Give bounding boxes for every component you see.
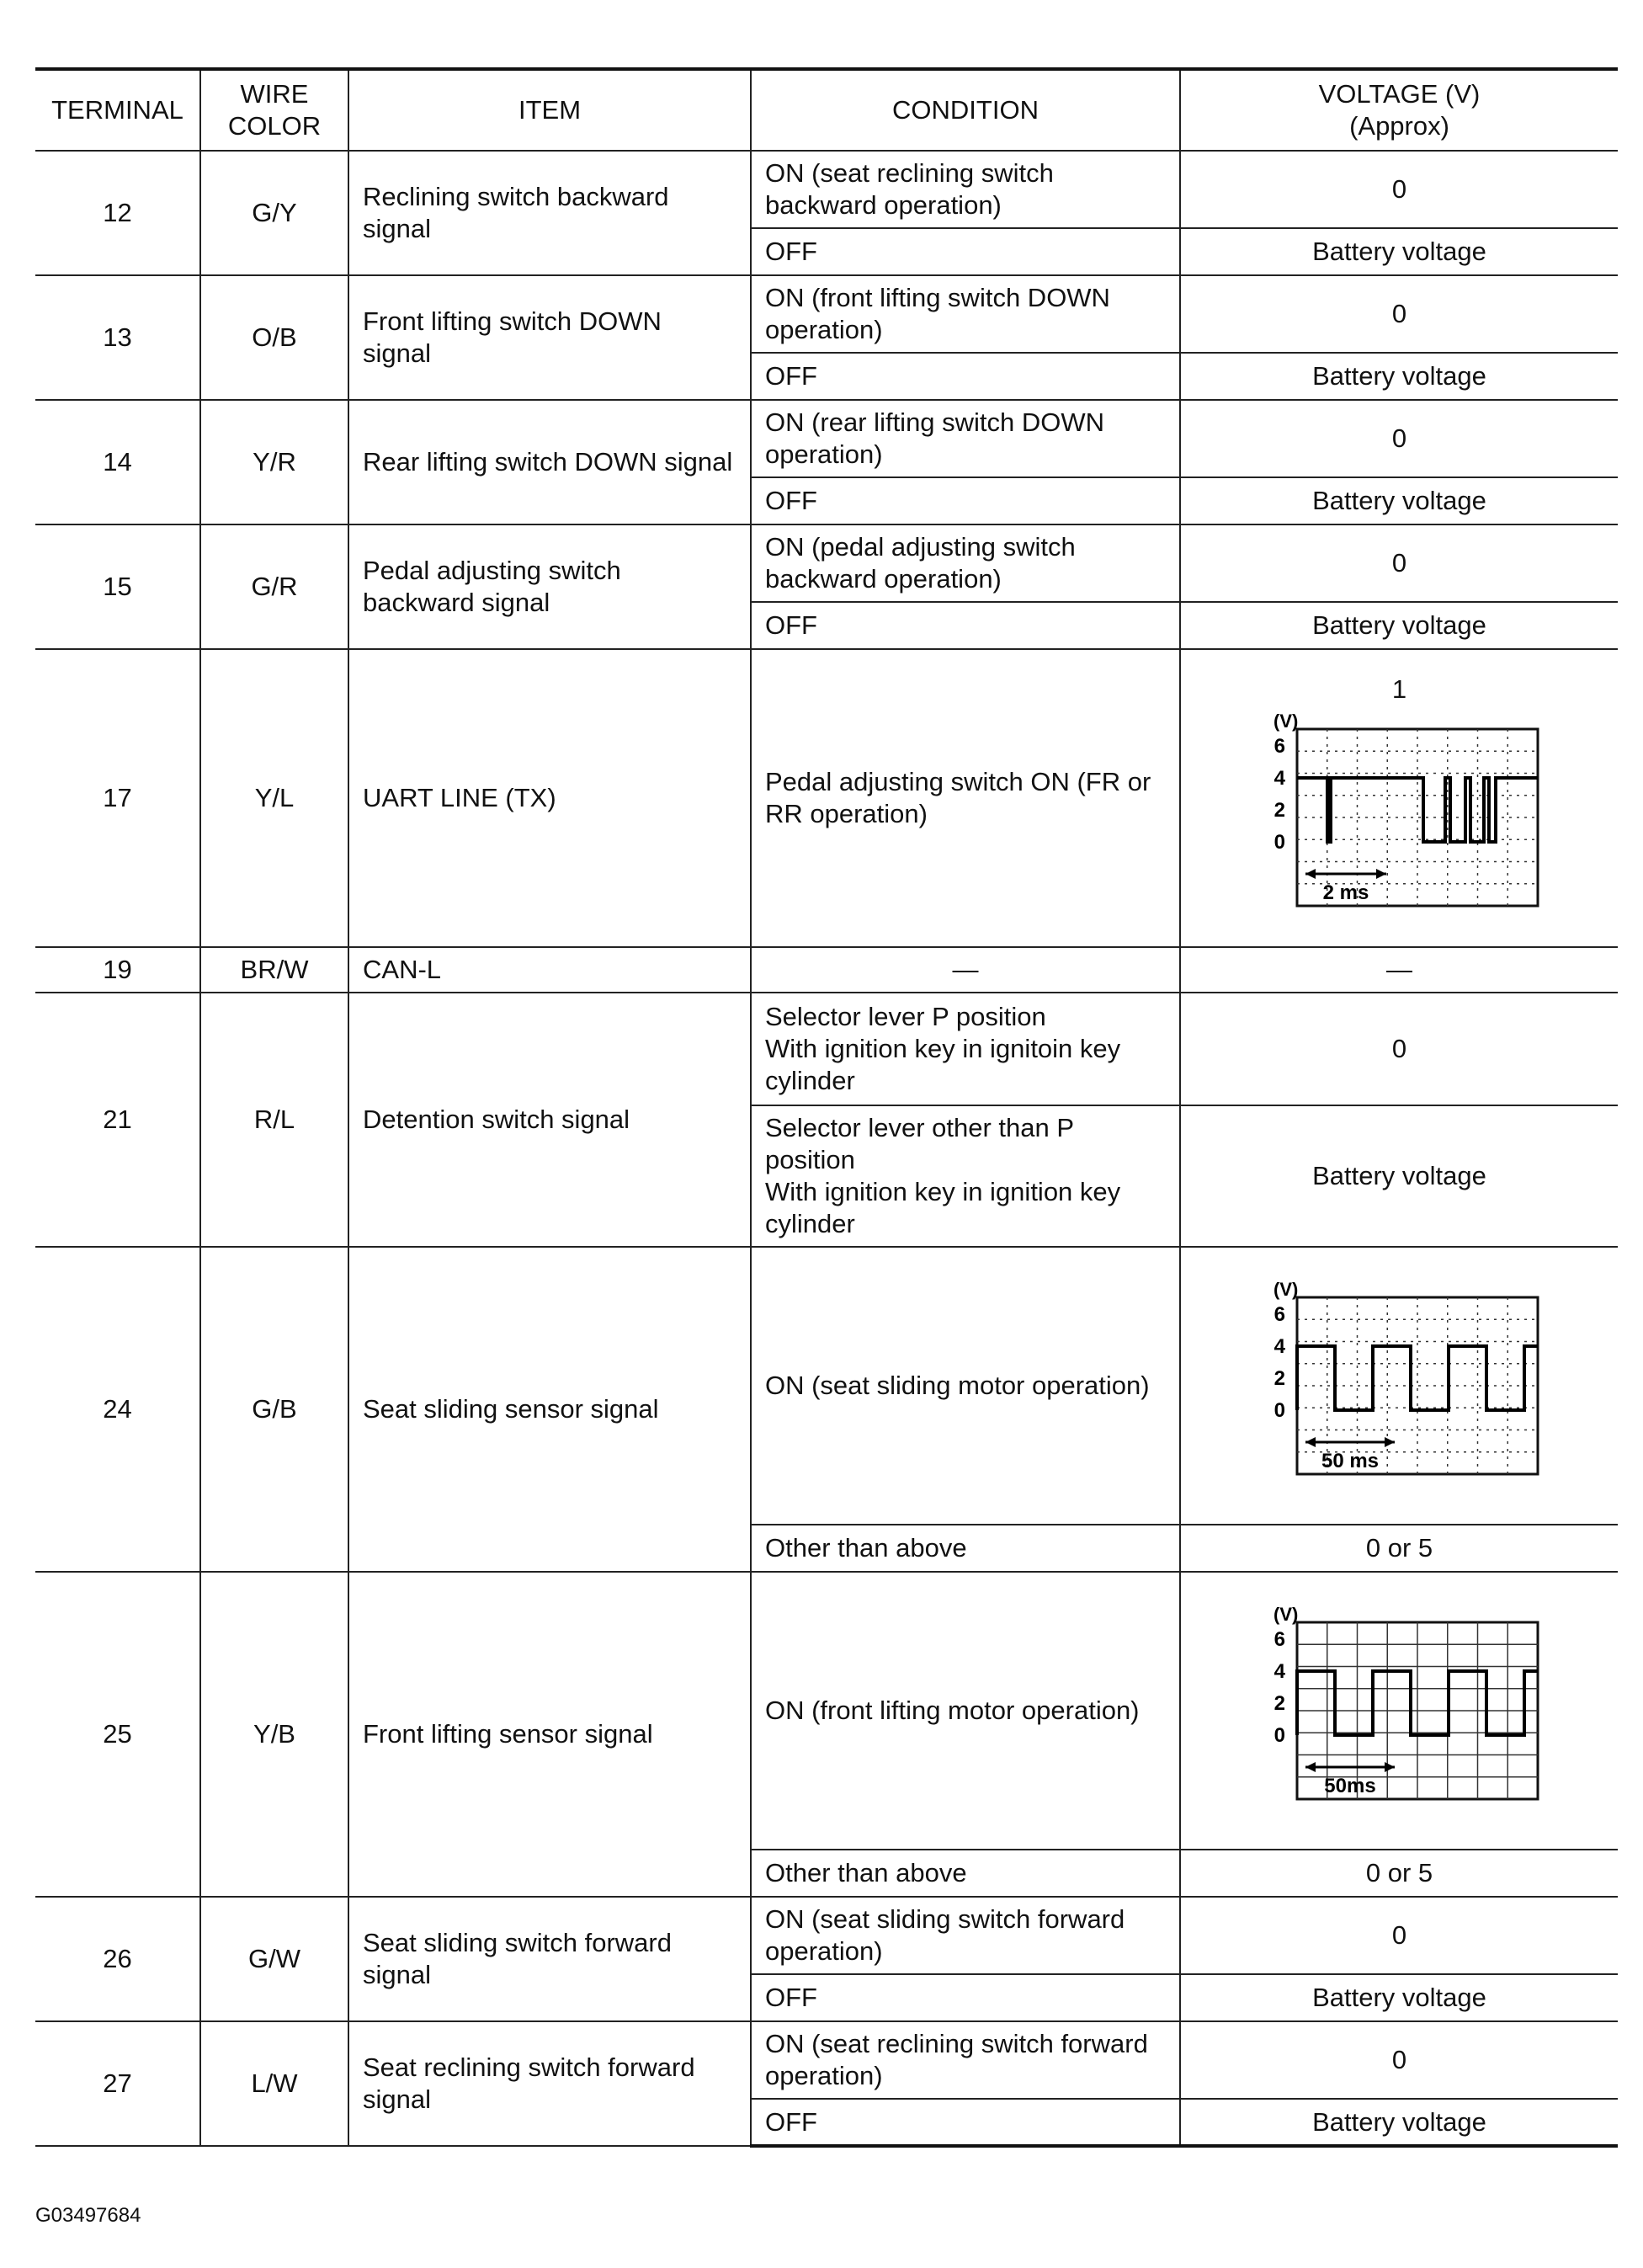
wire-color-cell: BR/W [200, 947, 348, 993]
wire-color-cell: G/R [200, 524, 348, 649]
voltage-cell: 0 [1180, 1897, 1618, 1974]
y-tick-label: 4 [1273, 767, 1285, 790]
voltage-cell: 0 [1180, 275, 1618, 353]
condition-cell: OFF [751, 2099, 1180, 2146]
y-tick-label: 2 [1273, 1692, 1285, 1715]
voltage-cell: 0 or 5 [1180, 1850, 1618, 1897]
y-tick-label: 2 [1273, 799, 1285, 822]
item-cell: Seat sliding switch forward signal [348, 1897, 751, 2021]
arrow-head-left [1305, 1762, 1316, 1772]
time-scale-label: 2 ms [1322, 881, 1369, 904]
terminal-cell: 24 [35, 1247, 200, 1572]
y-unit-label: (V) [1273, 1605, 1298, 1625]
condition-cell: OFF [751, 477, 1180, 524]
voltage-cell: — [1180, 947, 1618, 993]
header-condition: CONDITION [751, 69, 1180, 151]
condition-cell: Selector lever other than P position With ignition key in ignition key cylinder [751, 1105, 1180, 1247]
wire-color-cell: G/B [200, 1247, 348, 1572]
condition-cell: Selector lever P position With ignition key in ignitoin key cylinder [751, 993, 1180, 1105]
table-row [35, 993, 1618, 1105]
terminal-cell: 26 [35, 1897, 200, 2021]
waveform-figure [1194, 712, 1604, 923]
header-row [35, 69, 1618, 151]
condition-cell: ON (seat reclining switch forward operation) [751, 2021, 1180, 2099]
item-cell: Front lifting sensor signal [348, 1572, 751, 1897]
signal-trace [1297, 778, 1538, 842]
condition-cell: OFF [751, 602, 1180, 649]
oscilloscope-waveform [1248, 1605, 1551, 1816]
wire-color-cell: Y/B [200, 1572, 348, 1897]
condition-cell: OFF [751, 228, 1180, 275]
condition-cell: Pedal adjusting switch ON (FR or RR operation) [751, 649, 1180, 947]
item-cell: Reclining switch backward signal [348, 151, 751, 275]
terminal-cell: 15 [35, 524, 200, 649]
item-cell: Detention switch signal [348, 993, 751, 1247]
time-scale-label: 50ms [1323, 1775, 1376, 1797]
header-item: ITEM [348, 69, 751, 151]
terminal-spec-table [35, 67, 1618, 2148]
table-row [35, 1572, 1618, 1850]
condition-cell: ON (front lifting switch DOWN operation) [751, 275, 1180, 353]
item-cell: Seat sliding sensor signal [348, 1247, 751, 1572]
condition-cell: Other than above [751, 1850, 1180, 1897]
time-scale-label: 50 ms [1321, 1450, 1379, 1472]
header-voltage-label: VOLTAGE (V) [1318, 79, 1481, 109]
terminal-cell: 17 [35, 649, 200, 947]
item-cell: Seat reclining switch forward signal [348, 2021, 751, 2146]
terminal-cell: 19 [35, 947, 200, 993]
table-row [35, 1247, 1618, 1525]
arrow-head-left [1305, 1437, 1316, 1447]
item-cell: Pedal adjusting switch backward signal [348, 524, 751, 649]
table-row [35, 524, 1618, 602]
table-row [35, 151, 1618, 228]
voltage-cell [1180, 649, 1618, 947]
voltage-value: 1 [1391, 674, 1407, 704]
header-terminal: TERMINAL [35, 69, 200, 151]
voltage-cell: 0 [1180, 2021, 1618, 2099]
voltage-cell: Battery voltage [1180, 1105, 1618, 1247]
table-row [35, 947, 1618, 993]
y-tick-label: 0 [1273, 831, 1285, 854]
item-cell: Front lifting switch DOWN signal [348, 275, 751, 400]
table-row [35, 2021, 1618, 2099]
y-tick-label: 0 [1273, 1724, 1285, 1747]
oscilloscope-waveform [1248, 712, 1551, 923]
item-cell: Rear lifting switch DOWN signal [348, 400, 751, 524]
arrow-head-left [1305, 869, 1316, 879]
condition-cell: ON (front lifting motor operation) [751, 1572, 1180, 1850]
voltage-cell: Battery voltage [1180, 477, 1618, 524]
table-row [35, 1897, 1618, 1974]
wire-color-cell: G/Y [200, 151, 348, 275]
condition-cell: OFF [751, 353, 1180, 400]
y-tick-label: 4 [1273, 1660, 1285, 1683]
arrow-head-right [1385, 1437, 1395, 1447]
terminal-cell: 27 [35, 2021, 200, 2146]
header-voltage-sub: (Approx) [1349, 111, 1449, 141]
signal-trace [1297, 1346, 1538, 1410]
voltage-cell: 0 [1180, 524, 1618, 602]
header-wire-color: WIRE COLOR [200, 69, 348, 151]
voltage-cell: Battery voltage [1180, 2099, 1618, 2146]
y-tick-label: 6 [1273, 1628, 1285, 1651]
condition-cell: OFF [751, 1974, 1180, 2021]
wire-color-cell: R/L [200, 993, 348, 1247]
y-tick-label: 0 [1273, 1399, 1285, 1422]
condition-cell: ON (seat sliding motor operation) [751, 1247, 1180, 1525]
voltage-cell: 0 [1180, 151, 1618, 228]
voltage-cell: Battery voltage [1180, 602, 1618, 649]
arrow-head-right [1385, 1762, 1395, 1772]
terminal-cell: 25 [35, 1572, 200, 1897]
figure-code: G03497684 [35, 2204, 141, 2227]
voltage-cell: Battery voltage [1180, 1974, 1618, 2021]
table-row [35, 275, 1618, 353]
y-tick-label: 2 [1273, 1367, 1285, 1390]
condition-cell: ON (rear lifting switch DOWN operation) [751, 400, 1180, 477]
condition-cell: Other than above [751, 1525, 1180, 1572]
condition-cell: ON (pedal adjusting switch backward operation) [751, 524, 1180, 602]
y-tick-label: 4 [1273, 1335, 1285, 1358]
wire-color-cell: Y/R [200, 400, 348, 524]
terminal-cell: 13 [35, 275, 200, 400]
condition-cell: — [751, 947, 1180, 993]
voltage-cell: 0 [1180, 400, 1618, 477]
wire-color-cell: L/W [200, 2021, 348, 2146]
header-voltage [1180, 69, 1618, 151]
table-row [35, 649, 1618, 947]
item-cell: CAN-L [348, 947, 751, 993]
voltage-cell: 0 [1180, 993, 1618, 1105]
voltage-cell [1180, 1572, 1618, 1850]
y-tick-label: 6 [1273, 1303, 1285, 1326]
y-tick-label: 6 [1273, 735, 1285, 758]
item-cell: UART LINE (TX) [348, 649, 751, 947]
arrow-head-right [1376, 869, 1386, 879]
voltage-cell: Battery voltage [1180, 353, 1618, 400]
waveform-figure [1194, 1280, 1604, 1491]
terminal-cell: 12 [35, 151, 200, 275]
voltage-cell [1180, 1247, 1618, 1525]
waveform-figure [1194, 1605, 1604, 1816]
y-unit-label: (V) [1273, 712, 1298, 732]
oscilloscope-waveform [1248, 1280, 1551, 1491]
condition-cell: ON (seat sliding switch forward operation) [751, 1897, 1180, 1974]
terminal-cell: 14 [35, 400, 200, 524]
wire-color-cell: G/W [200, 1897, 348, 2021]
voltage-cell: 0 or 5 [1180, 1525, 1618, 1572]
wire-color-cell: O/B [200, 275, 348, 400]
table-row [35, 400, 1618, 477]
wire-color-cell: Y/L [200, 649, 348, 947]
y-unit-label: (V) [1273, 1280, 1298, 1300]
voltage-cell: Battery voltage [1180, 228, 1618, 275]
terminal-cell: 21 [35, 993, 200, 1247]
condition-cell: ON (seat reclining switch backward operation) [751, 151, 1180, 228]
